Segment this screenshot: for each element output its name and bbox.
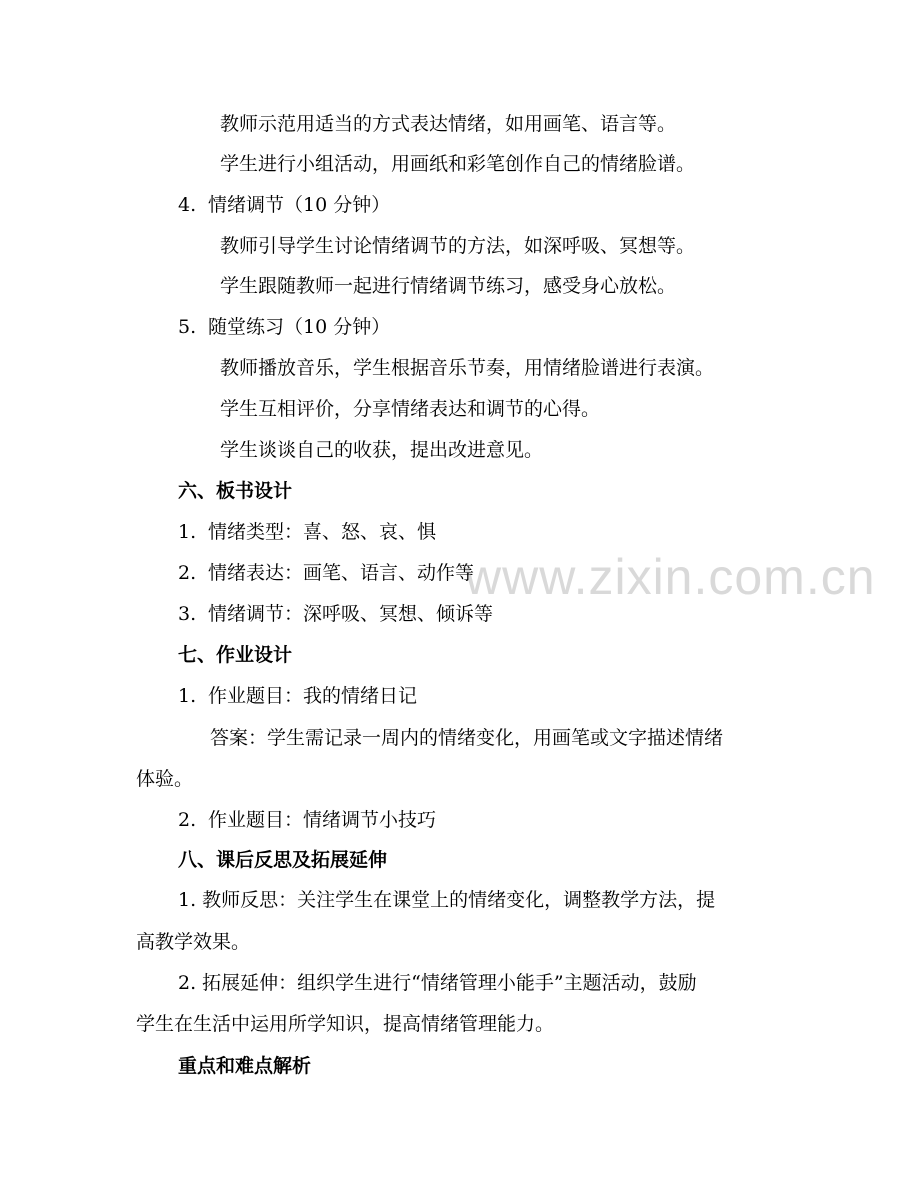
paragraph-line: 1. 教师反思：关注学生在课堂上的情绪变化，调整教学方法，提: [178, 889, 716, 911]
list-item: [178, 559, 474, 587]
list-text: 情绪调节（10 分钟）: [208, 194, 391, 216]
list-item: [178, 518, 436, 546]
paragraph-line: 学生谈谈自己的收获，提出改进意见。: [220, 439, 544, 461]
list-number: 4.: [178, 194, 197, 216]
list-number: 5.: [178, 316, 197, 338]
watermark: www.zixin.com.cn: [465, 549, 876, 605]
section-heading: 重点和难点解析: [178, 1055, 312, 1077]
section-heading: 六、板书设计: [178, 480, 293, 502]
list-text: 情绪类型：喜、怒、哀、惧: [208, 521, 437, 543]
list-text: 作业题目：我的情绪日记: [208, 685, 418, 707]
list-text: 随堂练习（10 分钟）: [208, 316, 391, 338]
paragraph-line: 学生进行小组活动，用画纸和彩笔创作自己的情绪脸谱。: [220, 153, 696, 175]
list-item-5: [178, 313, 390, 341]
list-number: 3.: [178, 603, 197, 625]
paragraph-line-continued: 高教学效果。: [136, 931, 251, 953]
list-number: 2.: [178, 562, 197, 584]
list-text: 情绪调节：深呼吸、冥想、倾诉等: [208, 603, 494, 625]
section-heading: 八、课后反思及拓展延伸: [178, 849, 388, 871]
answer-line-continued: 体验。: [136, 768, 194, 790]
list-text: 情绪表达：画笔、语言、动作等: [208, 562, 475, 584]
paragraph-line: 教师引导学生讨论情绪调节的方法，如深呼吸、冥想等。: [220, 235, 696, 257]
list-item: [178, 682, 417, 710]
paragraph-line: 教师示范用适当的方式表达情绪，如用画笔、语言等。: [220, 113, 677, 135]
paragraph-line: 2. 拓展延伸：组织学生进行“情绪管理小能手”主题活动，鼓励: [178, 972, 697, 994]
paragraph-line-continued: 学生在生活中运用所学知识，提高情绪管理能力。: [136, 1013, 555, 1035]
section-heading: 七、作业设计: [178, 644, 293, 666]
paragraph-line: 学生互相评价，分享情绪表达和调节的心得。: [220, 398, 601, 420]
paragraph-line: 教师播放音乐，学生根据音乐节奏，用情绪脸谱进行表演。: [220, 357, 715, 379]
answer-line: 答案：学生需记录一周内的情绪变化，用画笔或文字描述情绪: [210, 727, 724, 749]
list-text: 作业题目：情绪调节小技巧: [208, 809, 437, 831]
list-number: 1.: [178, 521, 197, 543]
list-number: 1.: [178, 685, 197, 707]
list-item-4: [178, 191, 390, 219]
list-number: 2.: [178, 809, 197, 831]
paragraph-line: 学生跟随教师一起进行情绪调节练习，感受身心放松。: [220, 275, 677, 297]
list-item: [178, 600, 493, 628]
list-item: [178, 806, 436, 834]
